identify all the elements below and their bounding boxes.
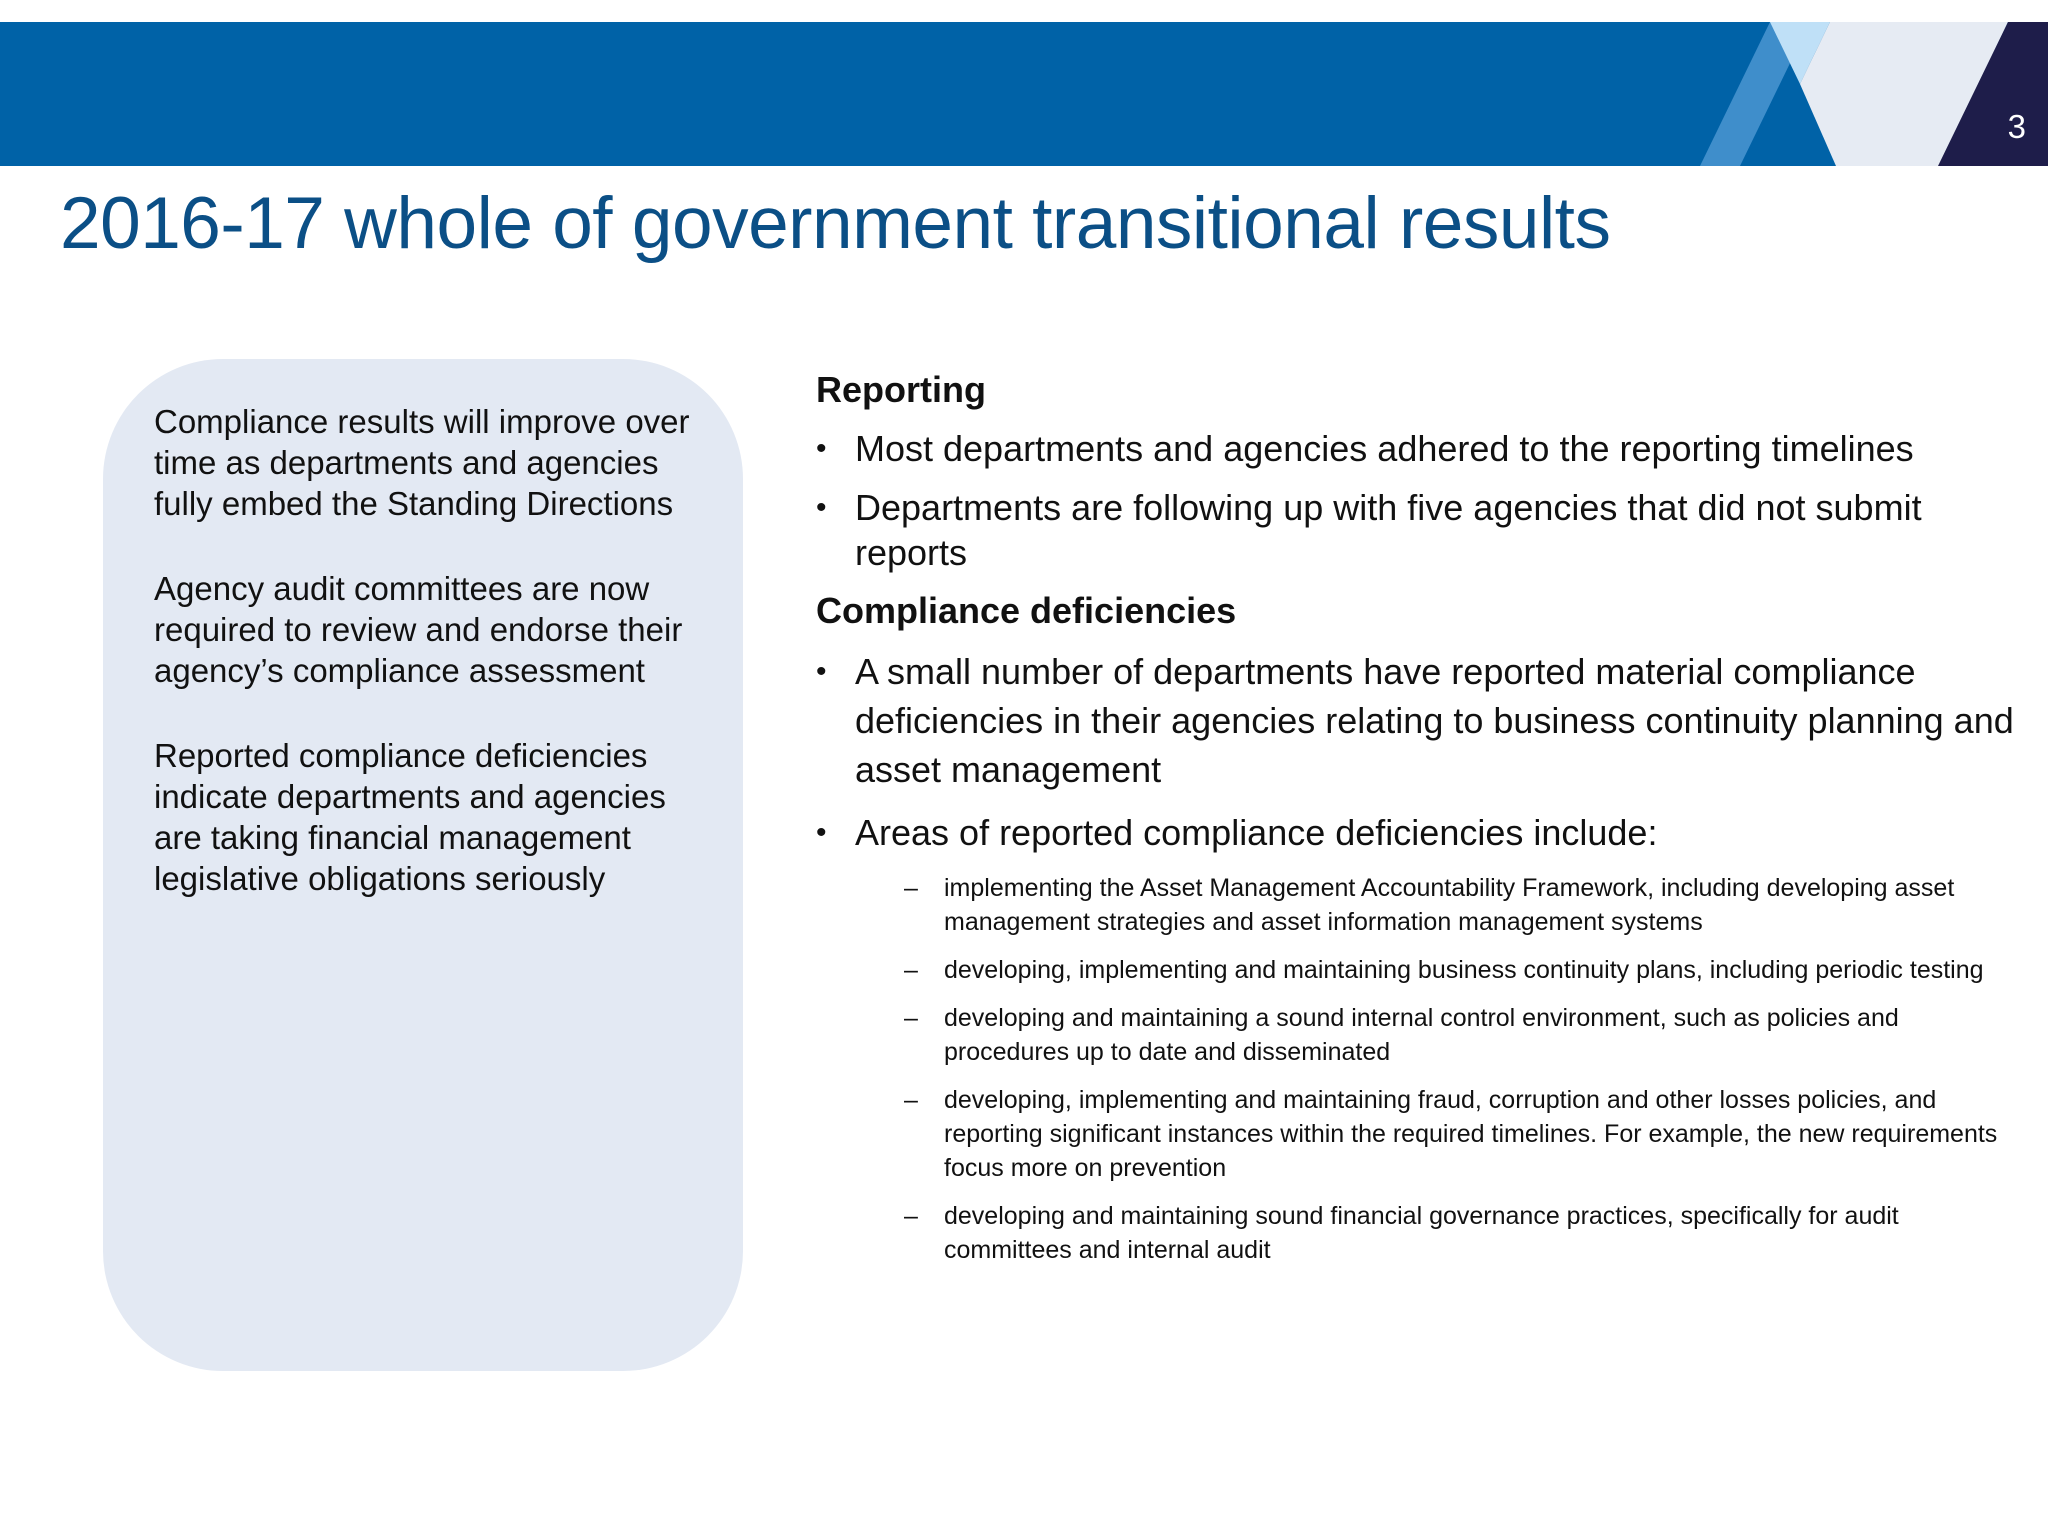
sub-item-text: developing, implementing and maintaining fraud, corruption and other losses policies, and reporting significant instances within the required timelines. For example, the new requirements focus more on prevention <box>944 1086 1998 1182</box>
bullet-marker: • <box>816 816 827 849</box>
bullet-text: Departments are following up with five agencies that did not submit reports <box>855 487 1922 573</box>
sub-item-text: implementing the Asset Management Accountability Framework, including developing asset management strategies and asset information management systems <box>944 874 1955 936</box>
bullet-marker: • <box>816 655 827 688</box>
deficiency-area-item <box>816 1083 2016 1185</box>
header-banner <box>0 22 2048 166</box>
reporting-bullet <box>816 426 2016 471</box>
summary-panel <box>103 359 743 1371</box>
compliance-bullet <box>816 647 2016 794</box>
compliance-heading: Compliance deficiencies <box>816 590 1237 631</box>
page-title: 2016-17 whole of government transitional results <box>60 183 1611 264</box>
deficiency-area-item <box>816 953 2016 987</box>
compliance-bullet <box>816 810 2016 855</box>
dash-marker: – <box>904 956 918 984</box>
dash-marker: – <box>904 1004 918 1032</box>
deficiency-area-item <box>816 1001 2016 1069</box>
sub-item-text: developing, implementing and maintaining business continuity plans, including periodic testing <box>944 956 1984 984</box>
page-number: 3 <box>2007 108 2026 145</box>
deficiency-area-item <box>816 1199 2016 1267</box>
bullet-marker: • <box>816 491 827 524</box>
reporting-bullet <box>816 485 2016 575</box>
summary-paragraph: Agency audit committees are now required to review and endorse their agency’s compliance assessment <box>154 570 683 689</box>
dash-marker: – <box>904 1202 918 1230</box>
deficiency-areas-list <box>816 871 2016 1267</box>
bullet-text: Areas of reported compliance deficiencies include: <box>855 812 1658 853</box>
results-content <box>816 368 2016 1281</box>
bullet-text: A small number of departments have reported material compliance deficiencies in their agencies relating to business continuity planning and asset management <box>855 651 2014 790</box>
bullet-text: Most departments and agencies adhered to the reporting timelines <box>855 428 1914 469</box>
dash-marker: – <box>904 874 918 902</box>
reporting-heading: Reporting <box>816 369 986 410</box>
banner-stripes <box>0 22 2048 166</box>
deficiency-area-item <box>816 871 2016 939</box>
sub-item-text: developing and maintaining sound financial governance practices, specifically for audit committees and internal audit <box>944 1202 1899 1264</box>
sub-item-text: developing and maintaining a sound internal control environment, such as policies and procedures up to date and disseminated <box>944 1004 1899 1066</box>
summary-paragraph: Compliance results will improve over time as departments and agencies fully embed the Standing Directions <box>154 403 690 522</box>
reporting-list <box>816 426 2016 575</box>
summary-paragraph: Reported compliance deficiencies indicate departments and agencies are taking financial management legislative obligations seriously <box>154 737 666 897</box>
compliance-list <box>816 647 2016 855</box>
dash-marker: – <box>904 1086 918 1114</box>
bullet-marker: • <box>816 432 827 465</box>
